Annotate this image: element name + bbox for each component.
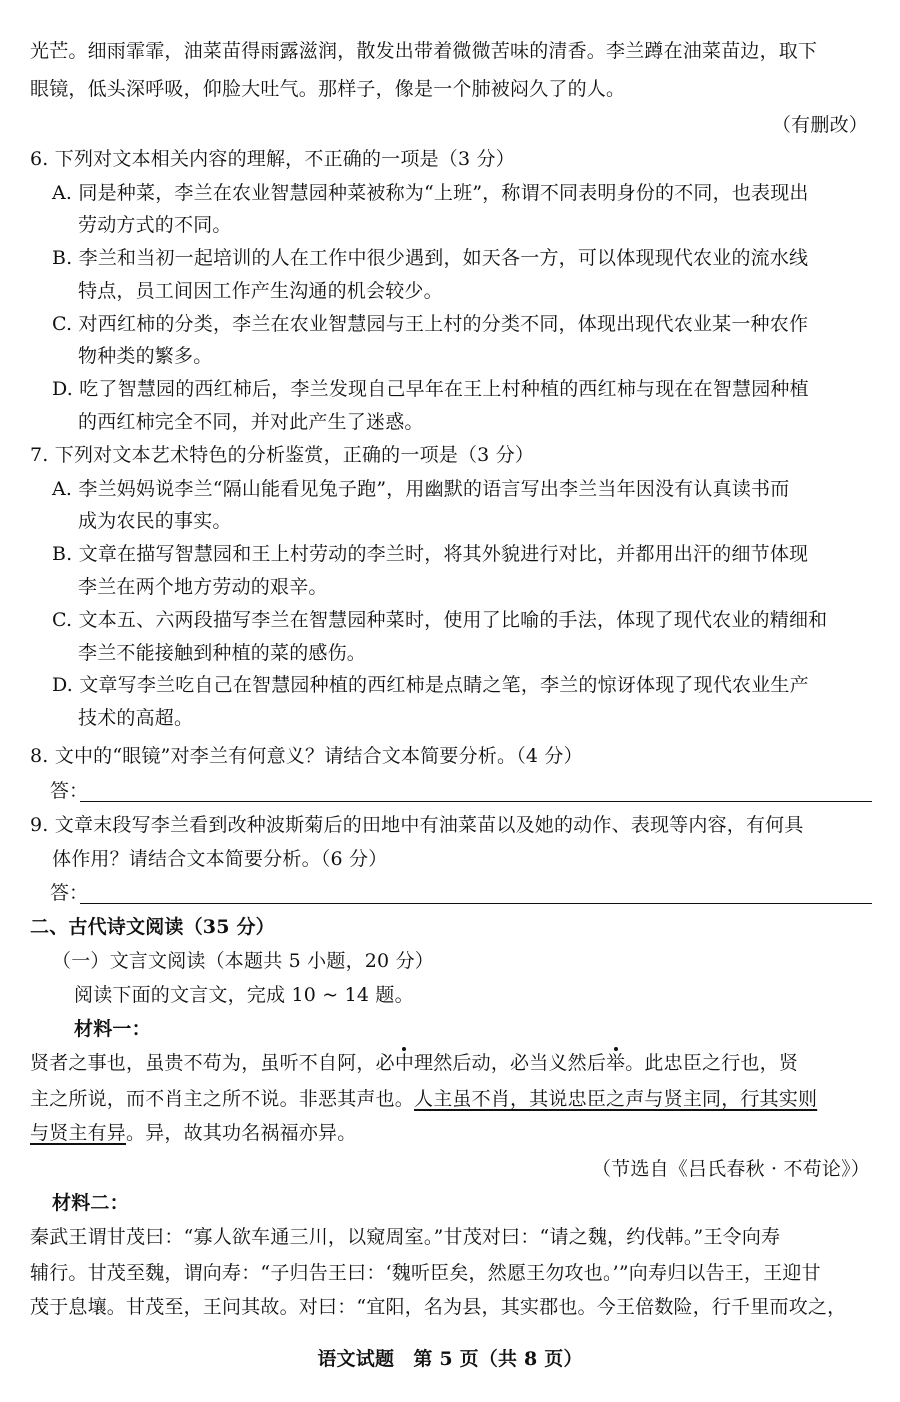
material-1-text-c: 。此忠臣之行也，贤 <box>625 1052 799 1074</box>
material-2-label: 材料二： <box>52 1192 129 1214</box>
question-8-stem: 8. 文中的“眼镜”对李兰有何意义？请结合文本简要分析。（4 分） <box>30 745 583 767</box>
q8-answer-line <box>80 801 872 802</box>
question-7-stem: 7. 下列对文本艺术特色的分析鉴赏，正确的一项是（3 分） <box>30 444 535 466</box>
material-1-text-e: 。异，故其功名祸福亦异。 <box>126 1122 357 1144</box>
material-1-line-2 <box>30 1086 817 1112</box>
q7-option-a-line1: A. 李兰妈妈说李兰“隔山能看见兔子跑”，用幽默的语言写出李兰当年因没有认真读书而 <box>52 478 790 500</box>
page-footer: 语文试题 第 5 页（共 8 页） <box>317 1348 583 1370</box>
q6-option-c-line1: C. 对西红柿的分类，李兰在农业智慧园与王上村的分类不同，体现出现代农业某一种农作 <box>52 313 809 335</box>
q9-answer-area[interactable] <box>50 880 872 906</box>
q6-option-b-line1: B. 李兰和当初一起培训的人在工作中很少遇到，如天各一方，可以体现现代农业的流水线 <box>52 247 809 269</box>
question-9-stem-line1: 9. 文章末段写李兰看到改种波斯菊后的田地中有油菜苗以及她的动作、表现等内容，有何具 <box>30 814 804 836</box>
passage-line-2: 眼镜，低头深呼吸，仰脸大吐气。那样子，像是一个肺被闷久了的人。 <box>30 78 626 100</box>
q7-option-b-line1: B. 文章在描写智慧园和王上村劳动的李兰时，将其外貌进行对比，并都用出汗的细节体现 <box>52 543 809 565</box>
q7-option-d-line2: 技术的高超。 <box>78 707 194 729</box>
material-2-line-3: 茂于息壤。甘茂至，王问其故。对曰：“宜阳，名为县，其实郡也。今王倍数险，行千里而攻之， <box>30 1296 847 1318</box>
underlined-sentence-part-2: 与贤主有异 <box>30 1122 127 1144</box>
q9-answer-label: 答： <box>50 882 89 904</box>
material-1-source: （节选自《吕氏春秋 · 不苟论》） <box>591 1158 870 1180</box>
passage-line-1: 光芒。细雨霏霏，油菜苗得雨露滋润，散发出带着微微苦味的清香。李兰蹲在油菜苗边，取下 <box>30 40 818 62</box>
emphasis-dot-char-zhong: 中 <box>394 1052 415 1074</box>
q6-option-d-line1: D. 吃了智慧园的西红柿后，李兰发现自己早年在王上村种植的西红柿与现在在智慧园种植 <box>52 378 809 400</box>
source-note: （有删改） <box>771 114 868 136</box>
material-1-text-a: 贤者之事也，虽贵不苟为，虽听不自阿，必 <box>30 1052 395 1074</box>
q6-option-c-line2: 物种类的繁多。 <box>78 345 213 367</box>
q6-option-d-line2: 的西红柿完全不同，并对此产生了迷惑。 <box>78 411 424 433</box>
q6-option-a-line2: 劳动方式的不同。 <box>78 214 232 236</box>
material-2-line-2: 辅行。甘茂至魏，谓向寿：“子归告王曰：‘魏听臣矣，然愿王勿攻也。’”向寿归以告王，王迎甘 <box>30 1262 821 1284</box>
q6-option-b-line2: 特点，员工间因工作产生沟通的机会较少。 <box>78 280 443 302</box>
question-6-stem: 6. 下列对文本相关内容的理解，不正确的一项是（3 分） <box>30 148 515 170</box>
q7-option-d-line1: D. 文章写李兰吃自己在智慧园种植的西红柿是点睛之笔，李兰的惊讶体现了现代农业生产 <box>52 674 809 696</box>
q7-option-a-line2: 成为农民的事实。 <box>78 510 232 532</box>
material-1-line-1 <box>30 1050 798 1076</box>
q8-answer-label: 答： <box>50 780 89 802</box>
material-1-text-b: 理然后动，必当义然后 <box>414 1052 607 1074</box>
q8-answer-area[interactable] <box>50 778 872 804</box>
q6-option-a-line1: A. 同是种菜，李兰在农业智慧园种菜被称为“上班”，称谓不同表明身份的不同，也表现出 <box>52 182 809 204</box>
section-2-instruction: 阅读下面的文言文，完成 10 ~ 14 题。 <box>74 984 414 1006</box>
q7-option-c-line1: C. 文本五、六两段描写李兰在智慧园种菜时，使用了比喻的手法，体现了现代农业的精细和 <box>52 609 828 631</box>
underlined-sentence-part-1: 人主虽不肖，其说忠臣之声与贤主同，行其实则 <box>414 1088 818 1110</box>
section-2-subtitle: （一）文言文阅读（本题共 5 小题，20 分） <box>52 950 434 972</box>
emphasis-dot-char-ju: 举 <box>606 1052 626 1074</box>
section-2-title: 二、古代诗文阅读（35 分） <box>30 916 275 938</box>
q7-option-b-line2: 李兰在两个地方劳动的艰辛。 <box>78 576 328 598</box>
q9-answer-line <box>80 903 872 904</box>
material-1-line-3 <box>30 1120 356 1146</box>
material-2-line-1: 秦武王谓甘茂曰：“寡人欲车通三川，以窥周室。”甘茂对曰：“请之魏，约伐韩。”王令向寿 <box>30 1226 781 1248</box>
q7-option-c-line2: 李兰不能接触到种植的菜的感伤。 <box>78 642 367 664</box>
question-9-stem-line2: 体作用？请结合文本简要分析。（6 分） <box>52 848 388 870</box>
material-1-text-d: 主之所说，而不肖主之所不说。非恶其声也。 <box>30 1088 415 1110</box>
material-1-label: 材料一： <box>74 1018 151 1040</box>
